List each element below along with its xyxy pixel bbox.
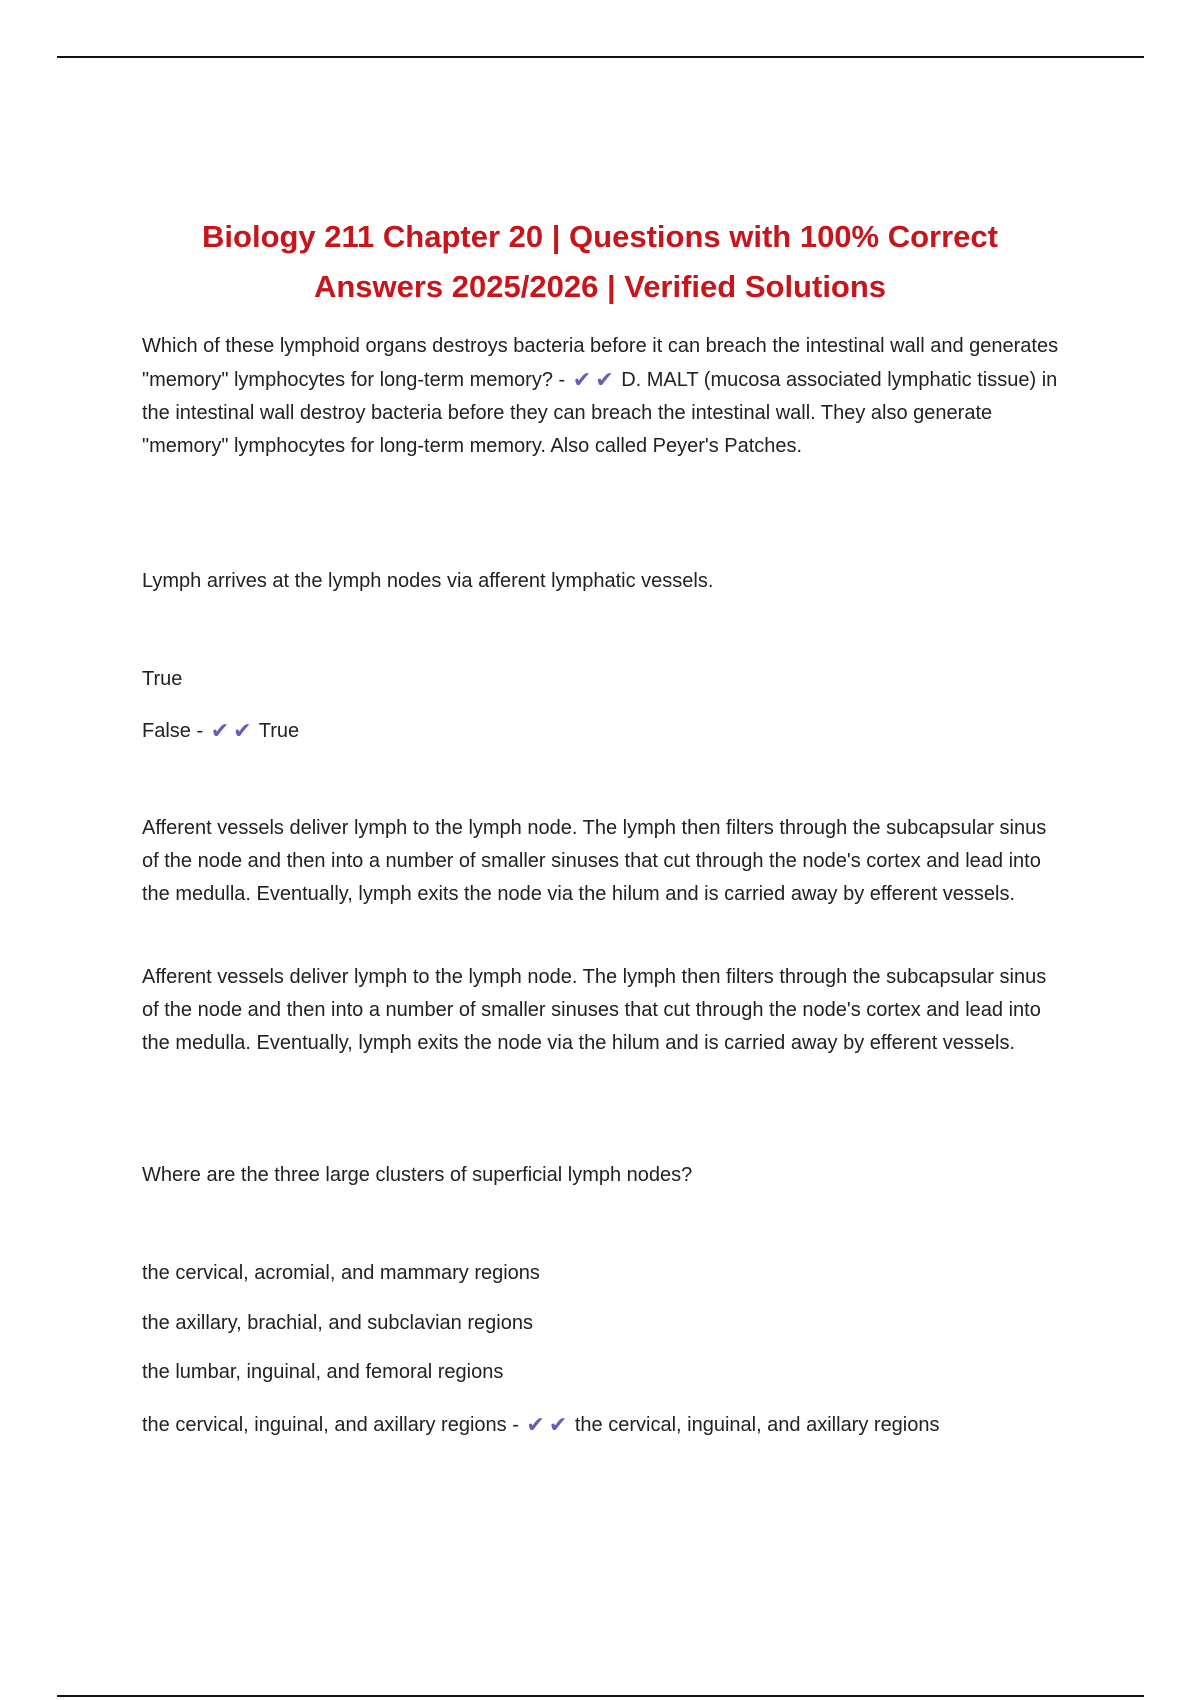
- question-3-option-2-block: [142, 1307, 1062, 1340]
- question-2-text: Lymph arrives at the lymph nodes via afferent lymphatic vessels.: [142, 570, 714, 592]
- checkmark-icon: ✔: [595, 367, 614, 392]
- question-3-option-1: the cervical, acromial, and mammary regions: [142, 1262, 540, 1284]
- document-title: [140, 212, 1060, 312]
- checkmark-icon: ✔: [526, 1412, 545, 1437]
- top-rule: [57, 56, 1144, 58]
- question-3-option-4: the cervical, inguinal, and axillary regions -: [142, 1414, 519, 1436]
- question-3-answer-line: [142, 1408, 1062, 1442]
- question-3-text-block: [142, 1159, 1062, 1192]
- question-3-text: Where are the three large clusters of superficial lymph nodes?: [142, 1164, 693, 1186]
- question-2-option-true: True: [142, 668, 183, 690]
- question-3-option-3-block: [142, 1356, 1062, 1389]
- question-3-option-1-block: [142, 1257, 1062, 1290]
- checkmark-icon: ✔: [210, 718, 230, 743]
- checkmark-icon: ✔: [233, 718, 252, 743]
- question-2-text-block: [142, 565, 1062, 598]
- question-2-explanation-2-block: [142, 961, 1062, 1060]
- title-line-2: Answers 2025/2026 | Verified Solutions: [313, 269, 887, 304]
- question-2-answer: True: [258, 720, 300, 742]
- question-1-paragraph: [142, 330, 1062, 463]
- question-1-text: Which of these lymphoid organs destroys bacteria before it can breach the intestinal wall and generates "memory" lymphocytes for long-term memory? -: [142, 335, 1059, 391]
- checkmark-icon: ✔: [548, 1412, 568, 1437]
- question-3-option-3: the lumbar, inguinal, and femoral regions: [142, 1361, 504, 1383]
- question-2-answer-line: [142, 714, 1062, 748]
- checkmark-icon: ✔: [572, 367, 592, 392]
- title-line-1: Biology 211 Chapter 20 | Questions with 100% Correct: [202, 219, 998, 254]
- question-1-block: [142, 330, 1062, 463]
- question-2-explanation-1: Afferent vessels deliver lymph to the lymph node. The lymph then filters through the subcapsular sinus of the node and then into a number of smaller sinuses that cut through the node's cortex and lead into the medulla. Eventually, lymph exits the node via the hilum and is carried away by efferent vessels.: [142, 817, 1047, 905]
- bottom-rule: [57, 1695, 1144, 1697]
- question-3-option-2: the axillary, brachial, and subclavian regions: [142, 1312, 533, 1334]
- question-2-explanation-1-block: [142, 812, 1062, 911]
- question-2-option-false: False -: [142, 720, 204, 742]
- question-2-option-true-block: [142, 663, 1062, 696]
- question-1-answer: D. MALT (mucosa associated lymphatic tissue) in the intestinal wall destroy bacteria before they can breach the intestinal wall. They also generate "memory" lymphocytes for long-term memory. Also called Peyer's Patches.: [142, 369, 1058, 457]
- question-2-explanation-2: Afferent vessels deliver lymph to the lymph node. The lymph then filters through the subcapsular sinus of the node and then into a number of smaller sinuses that cut through the node's cortex and lead into the medulla. Eventually, lymph exits the node via the hilum and is carried away by efferent vessels.: [142, 966, 1047, 1054]
- question-3-answer: the cervical, inguinal, and axillary regions: [574, 1414, 940, 1436]
